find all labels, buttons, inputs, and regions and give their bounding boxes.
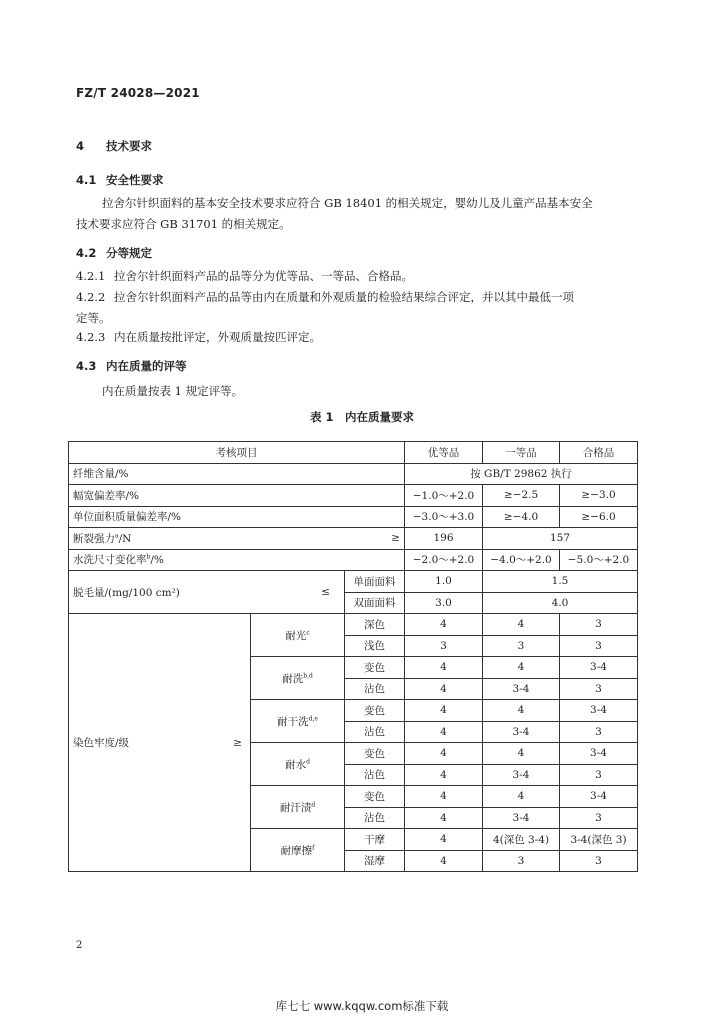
sub-label: 沾色 <box>345 721 405 743</box>
clause-number: 4.2.1 <box>76 269 106 283</box>
paragraph-4-2-2 <box>76 287 656 329</box>
cell-premium: −1.0～+2.0 <box>405 485 483 507</box>
cell-value: 按 GB/T 29862 执行 <box>405 463 638 485</box>
row-label <box>69 528 405 550</box>
cell-premium: 1.0 <box>405 571 483 593</box>
fastness-group <box>251 657 345 700</box>
cell-premium: 196 <box>405 528 483 550</box>
footnote-mark: b,d <box>303 672 313 679</box>
label-unit: /N <box>118 532 132 545</box>
table-row-fastness <box>69 614 638 636</box>
section-number: 4.2 <box>76 246 97 260</box>
sub-label: 干摩 <box>345 829 405 851</box>
section-title: 内在质量的评等 <box>106 359 187 373</box>
sub-label: 单面面料 <box>345 571 405 593</box>
cell-first-qualified: 1.5 <box>483 571 638 593</box>
cell-premium: 3 <box>405 635 483 657</box>
cell-premium: 3.0 <box>405 592 483 614</box>
cell-qualified: 3 <box>560 764 638 786</box>
fastness-group <box>251 786 345 829</box>
cell-qualified: −5.0～+2.0 <box>560 549 638 571</box>
section-4-heading <box>76 138 152 154</box>
comparison-operator: ≥ <box>233 736 242 749</box>
cell-premium: 4 <box>405 764 483 786</box>
cell-first: 3-4 <box>483 678 560 700</box>
clause-text: 拉舍尔针织面料产品的品等由内在质量和外观质量的检验结果综合评定，并以其中最低一项 <box>114 290 574 304</box>
group-name: 耐摩擦 <box>280 844 313 857</box>
cell-premium: 4 <box>405 721 483 743</box>
cell-qualified: 3 <box>560 807 638 829</box>
row-label: 幅宽偏差率/% <box>69 485 405 507</box>
cell-first: −4.0～+2.0 <box>483 549 560 571</box>
section-4-3-heading <box>76 358 187 374</box>
standard-code-header: FZ/T 24028—2021 <box>76 86 200 100</box>
cell-qualified: ≥−6.0 <box>560 506 638 528</box>
paragraph-4-1 <box>76 193 656 235</box>
footnote-mark: d,e <box>308 715 318 722</box>
footnote-mark: c <box>306 629 310 636</box>
footnote-mark: d <box>311 801 316 808</box>
fastness-group <box>251 614 345 657</box>
cell-qualified: ≥−3.0 <box>560 485 638 507</box>
quality-requirements-table <box>68 441 638 872</box>
sub-label: 沾色 <box>345 678 405 700</box>
group-name: 耐干洗 <box>277 715 309 728</box>
cell-premium: −3.0～+3.0 <box>405 506 483 528</box>
cell-premium: 4 <box>405 614 483 636</box>
clause-text: 拉舍尔针织面料产品的品等分为优等品、一等品、合格品。 <box>114 269 413 283</box>
table-row-fiber <box>69 463 638 485</box>
sub-label: 沾色 <box>345 764 405 786</box>
cell-premium: 4 <box>405 743 483 765</box>
label-text: 染色牢度/级 <box>73 737 130 749</box>
fastness-group <box>251 700 345 743</box>
row-label <box>69 614 251 872</box>
cell-first-qualified: 4.0 <box>483 592 638 614</box>
cell-qualified: 3 <box>560 614 638 636</box>
clause-text: 定等。 <box>76 311 111 325</box>
cell-first: 4 <box>483 743 560 765</box>
label-text: 断裂强力 <box>73 532 115 545</box>
cell-premium: 4 <box>405 678 483 700</box>
watermark-text: 库七七 www.kqqw.com标准下载 <box>275 999 449 1013</box>
cell-first: 3-4 <box>483 721 560 743</box>
header-qualified: 合格品 <box>560 442 638 464</box>
sub-label: 变色 <box>345 786 405 808</box>
sub-label: 湿摩 <box>345 850 405 872</box>
clause-text: 内在质量按批评定，外观质量按匹评定。 <box>114 330 321 344</box>
table-row-pilling-single <box>69 571 638 593</box>
cell-first-qualified: 157 <box>483 528 638 550</box>
paragraph-line: 技术要求应符合 GB 31701 的相关规定。 <box>76 217 291 231</box>
cell-qualified: 3 <box>560 721 638 743</box>
cell-first: 4 <box>483 657 560 679</box>
cell-first: 4 <box>483 786 560 808</box>
cell-premium: 4 <box>405 850 483 872</box>
header-first: 一等品 <box>483 442 560 464</box>
paragraph-line: 拉舍尔针织面料的基本安全技术要求应符合 GB 18401 的相关规定，婴幼儿及儿童产品基本安全 <box>102 196 593 210</box>
cell-qualified: 3-4 <box>560 786 638 808</box>
cell-qualified: 3-4 <box>560 700 638 722</box>
cell-qualified: 3-4 <box>560 657 638 679</box>
row-label: 单位面积质量偏差率/% <box>69 506 405 528</box>
footnote-mark: b <box>146 553 151 561</box>
cell-first: 4 <box>483 700 560 722</box>
group-name: 耐水 <box>285 758 307 771</box>
header-premium: 优等品 <box>405 442 483 464</box>
cell-first: ≥−4.0 <box>483 506 560 528</box>
comparison-operator: ≥ <box>391 532 400 545</box>
section-title: 技术要求 <box>106 139 152 153</box>
group-name: 耐汗渍 <box>279 801 312 814</box>
clause-number: 4.2.2 <box>76 290 106 304</box>
table-row-shrink <box>69 549 638 571</box>
row-label <box>69 549 405 571</box>
section-title: 安全性要求 <box>106 173 164 187</box>
cell-first: 3 <box>483 635 560 657</box>
section-4-1-heading <box>76 172 164 188</box>
section-4-2-heading <box>76 245 152 261</box>
cell-premium: 4 <box>405 807 483 829</box>
cell-first: 3 <box>483 850 560 872</box>
cell-first: 3-4 <box>483 764 560 786</box>
table-caption: 表 1 内在质量要求 <box>309 410 414 424</box>
clause-number: 4.2.3 <box>76 330 106 344</box>
section-number: 4.1 <box>76 173 97 187</box>
cell-qualified: 3 <box>560 850 638 872</box>
cell-qualified: 3-4(深色 3) <box>560 829 638 851</box>
group-name: 耐洗 <box>282 672 304 685</box>
label-text: 脱毛量/(mg/100 cm²) <box>73 586 180 599</box>
paragraph-4-3: 内在质量按表 1 规定评等。 <box>102 384 244 398</box>
sub-label: 变色 <box>345 700 405 722</box>
cell-premium: 4 <box>405 829 483 851</box>
label-text: 水洗尺寸变化率 <box>73 554 147 567</box>
group-name: 耐光 <box>285 629 307 642</box>
table-row-burst <box>69 528 638 550</box>
sub-label: 沾色 <box>345 807 405 829</box>
sub-label: 变色 <box>345 743 405 765</box>
cell-first: 3-4 <box>483 807 560 829</box>
footnote-mark: a <box>115 532 119 540</box>
table-row-width <box>69 485 638 507</box>
sub-label: 深色 <box>345 614 405 636</box>
section-number: 4 <box>76 139 85 153</box>
table-row-mass <box>69 506 638 528</box>
row-label: 纤维含量/% <box>69 463 405 485</box>
paragraph-4-2-1 <box>76 266 656 287</box>
cell-qualified: 3 <box>560 678 638 700</box>
cell-premium: 4 <box>405 657 483 679</box>
fastness-group <box>251 743 345 786</box>
fastness-group <box>251 829 345 872</box>
cell-first: 4 <box>483 614 560 636</box>
table-header-row <box>69 442 638 464</box>
label-unit: /% <box>150 554 164 567</box>
header-item: 考核项目 <box>69 442 405 464</box>
cell-first: ≥−2.5 <box>483 485 560 507</box>
sub-label: 浅色 <box>345 635 405 657</box>
sub-label: 双面面料 <box>345 592 405 614</box>
cell-qualified: 3 <box>560 635 638 657</box>
row-label <box>69 571 345 614</box>
paragraph-4-2-3 <box>76 327 656 348</box>
cell-premium: 4 <box>405 700 483 722</box>
cell-premium: 4 <box>405 786 483 808</box>
cell-premium: −2.0～+2.0 <box>405 549 483 571</box>
cell-qualified: 3-4 <box>560 743 638 765</box>
sub-label: 变色 <box>345 657 405 679</box>
footnote-mark: f <box>312 844 315 851</box>
footnote-mark: d <box>306 758 310 765</box>
cell-first: 4(深色 3-4) <box>483 829 560 851</box>
page-number: 2 <box>76 940 83 951</box>
comparison-operator: ≤ <box>321 586 330 598</box>
section-number: 4.3 <box>76 359 97 373</box>
section-title: 分等规定 <box>106 246 152 260</box>
